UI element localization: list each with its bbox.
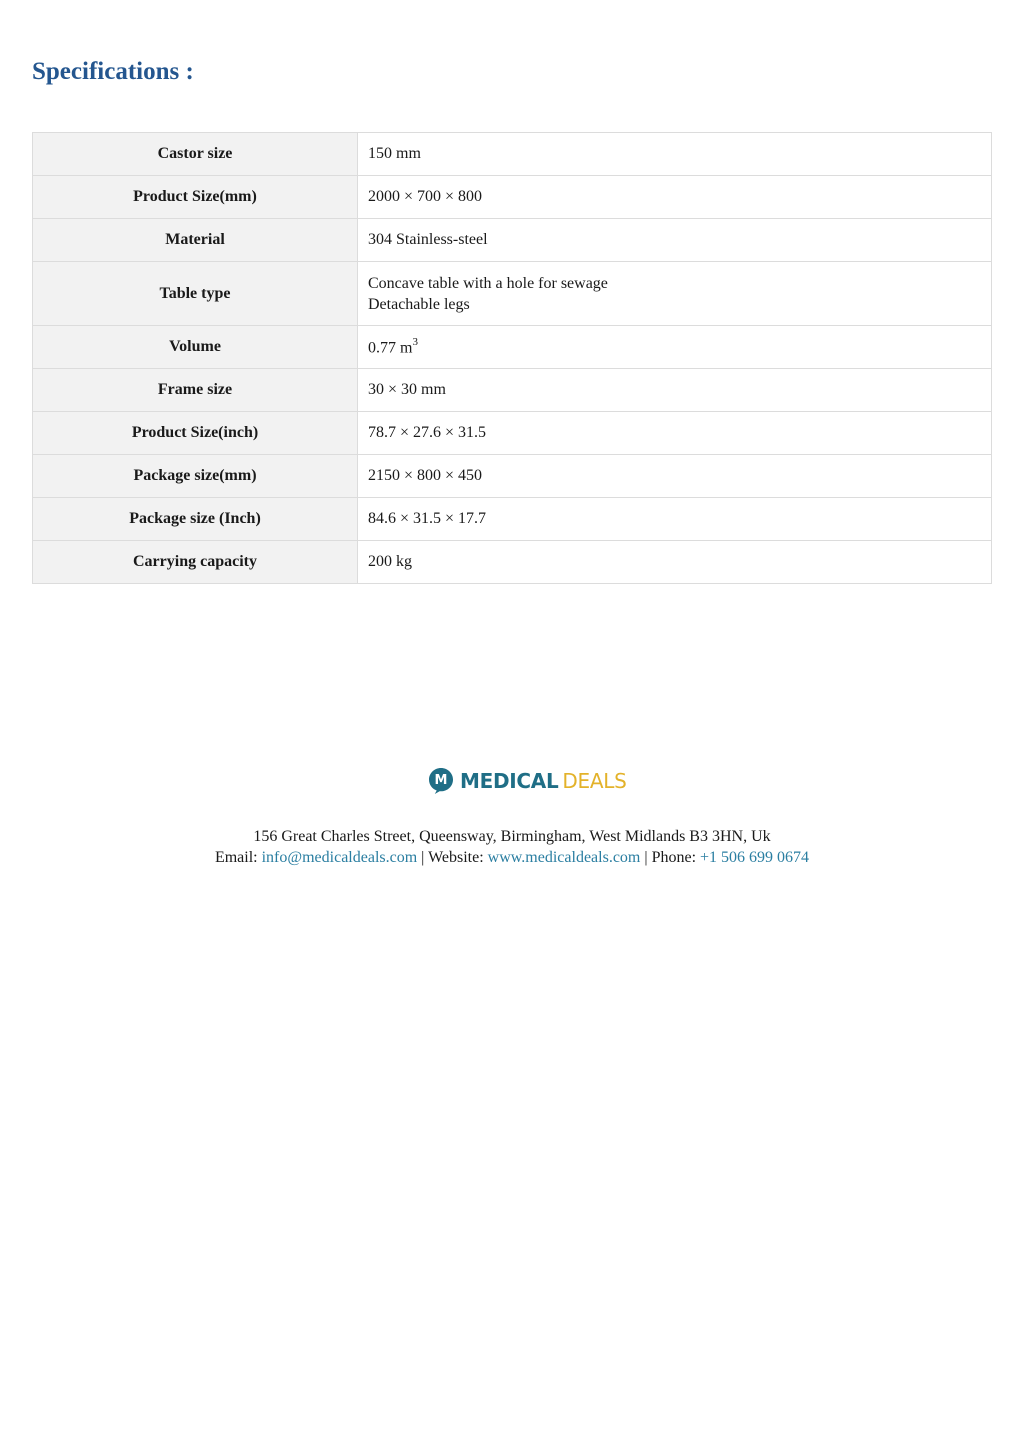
spec-label: Carrying capacity: [33, 541, 358, 584]
table-row: [33, 176, 992, 219]
specifications-table: [32, 132, 992, 584]
spec-label: Frame size: [33, 369, 358, 412]
table-row: [33, 412, 992, 455]
footer-address: 156 Great Charles Street, Queensway, Birmingham, West Midlands B3 3HN, Uk: [253, 828, 771, 845]
phone-label: | Phone:: [644, 849, 697, 866]
spec-label: Material: [33, 219, 358, 262]
page-title: Specifications :: [32, 58, 194, 85]
spec-value: 2000 × 700 × 800: [358, 176, 992, 219]
spec-value: [358, 326, 992, 369]
volume-exponent: 3: [412, 335, 418, 348]
medical-deals-logo-icon: [428, 767, 454, 795]
spec-label: Package size (Inch): [33, 498, 358, 541]
logo-word-medical: MEDICAL: [460, 769, 559, 793]
spec-value: 2150 × 800 × 450: [358, 455, 992, 498]
spec-value-line: Concave table with a hole for sewage: [368, 274, 608, 292]
spec-label: Package size(mm): [33, 455, 358, 498]
table-row: [33, 455, 992, 498]
email-label: Email:: [214, 849, 258, 866]
website-link[interactable]: www.medicaldeals.com: [487, 849, 641, 866]
spec-label: Product Size(inch): [33, 412, 358, 455]
logo-word-deals: DEALS: [562, 769, 627, 793]
svg-text:M: M: [434, 773, 448, 789]
spec-value: 200 kg: [358, 541, 992, 584]
spec-value-line: Detachable legs: [368, 295, 470, 313]
table-row: [33, 541, 992, 584]
table-row: [33, 219, 992, 262]
email-link[interactable]: info@medicaldeals.com: [261, 849, 418, 866]
spec-value: [358, 262, 992, 326]
table-row: [33, 326, 992, 369]
spec-label: Volume: [33, 326, 358, 369]
table-row: [33, 262, 992, 326]
spec-value: 150 mm: [358, 133, 992, 176]
table-row: [33, 369, 992, 412]
spec-value: 78.7 × 27.6 × 31.5: [358, 412, 992, 455]
spec-label: Castor size: [33, 133, 358, 176]
spec-value: 304 Stainless-steel: [358, 219, 992, 262]
website-label: | Website:: [421, 849, 484, 866]
table-row: [33, 133, 992, 176]
spec-value: 84.6 × 31.5 × 17.7: [358, 498, 992, 541]
phone-link[interactable]: +1 506 699 0674: [700, 849, 810, 866]
footer-contact-line: [0, 847, 1024, 868]
footer-contact: [0, 826, 1024, 868]
company-logo: [428, 766, 626, 796]
volume-value: 0.77 m: [368, 339, 413, 357]
spec-label: Product Size(mm): [33, 176, 358, 219]
table-row: [33, 498, 992, 541]
spec-value: 30 × 30 mm: [358, 369, 992, 412]
spec-label: Table type: [33, 262, 358, 326]
